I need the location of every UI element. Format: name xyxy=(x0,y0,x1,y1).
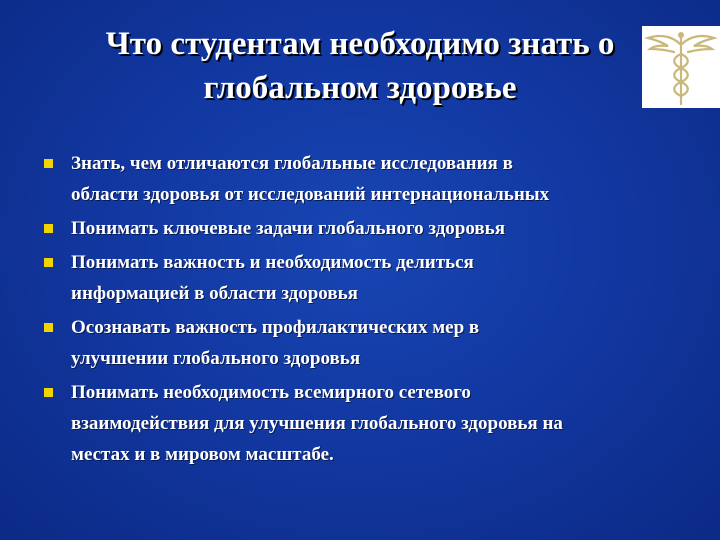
list-item-line-2: взаимодействия для улучшения глобального здоровья на xyxy=(71,413,563,434)
slide-title-line-1: Что студентам необходимо знать о xyxy=(105,26,615,62)
list-item-line-1: Понимать ключевые задачи глобального здоровья xyxy=(71,218,505,239)
bullet-list xyxy=(44,148,694,473)
list-item-line-1: Осознавать важность профилактических мер в xyxy=(71,317,480,338)
caduceus-logo xyxy=(642,26,720,108)
list-item xyxy=(44,213,694,244)
list-item-line-3: местах и в мировом масштабе. xyxy=(71,444,334,465)
list-item-line-2: области здоровья от исследований интернациональных xyxy=(71,184,550,205)
list-item-line-2: информацией в области здоровья xyxy=(71,283,358,304)
list-item-line-1: Понимать необходимость всемирного сетевого xyxy=(71,382,471,403)
list-item-line-2: улучшении глобального здоровья xyxy=(71,348,361,369)
list-item-line-1: Понимать важность и необходимость делиться xyxy=(71,252,474,273)
bullet-square-icon xyxy=(44,159,53,168)
bullet-square-icon xyxy=(44,224,53,233)
bullet-square-icon xyxy=(44,323,53,332)
list-item xyxy=(44,312,694,374)
list-item xyxy=(44,148,694,210)
bullet-square-icon xyxy=(44,258,53,267)
slide-title-line-2: глобальном здоровье xyxy=(203,70,517,106)
list-item-line-1: Знать, чем отличаются глобальные исследования в xyxy=(71,153,513,174)
slide-title xyxy=(0,22,720,110)
list-item xyxy=(44,377,694,470)
list-item xyxy=(44,247,694,309)
caduceus-icon xyxy=(642,26,720,108)
bullet-square-icon xyxy=(44,388,53,397)
